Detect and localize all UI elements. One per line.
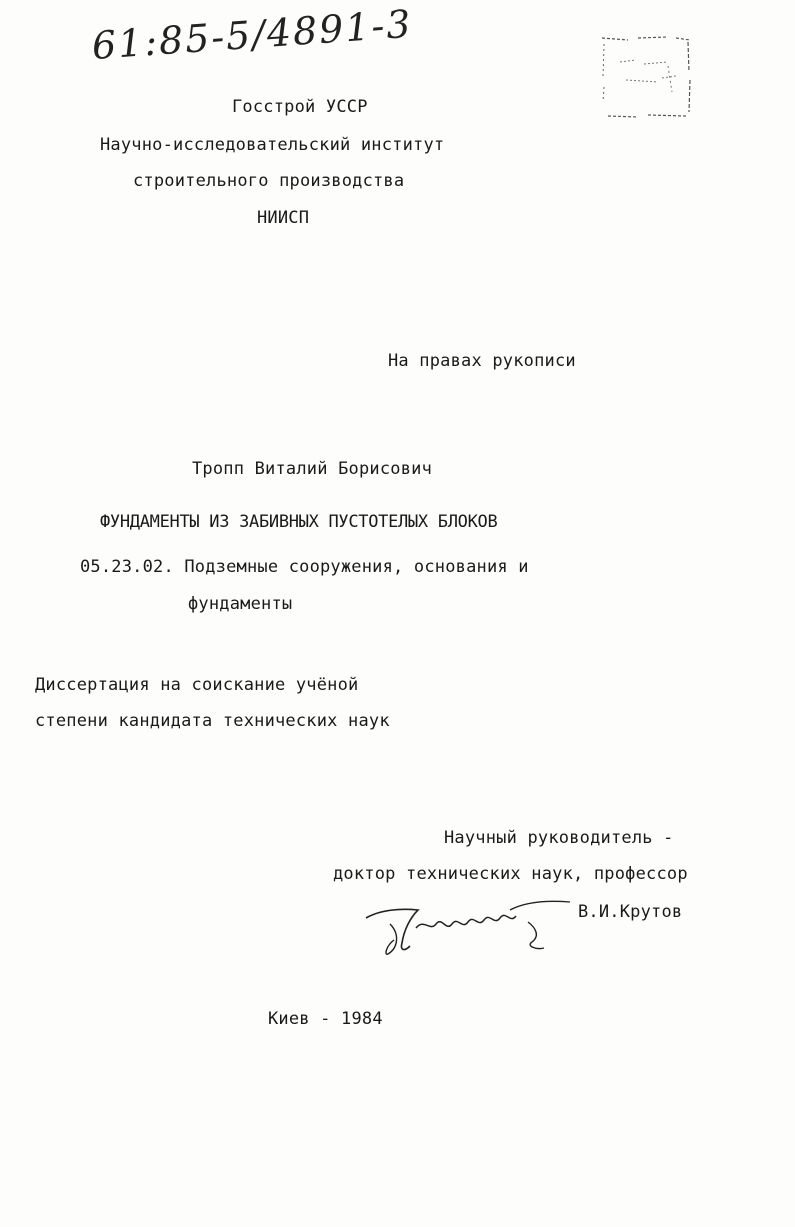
specialty-line2: фундаменты	[188, 594, 293, 614]
dissertation-type-line2: степени кандидата технических наук	[35, 711, 390, 731]
place-and-year: Киев - 1984	[268, 1009, 383, 1029]
institute-name-line1: Научно-исследовательский институт	[100, 135, 445, 155]
supervisor-name: В.И.Крутов	[578, 902, 683, 922]
supervisor-signature	[360, 888, 580, 968]
supervisor-degree: доктор технических наук, профессор	[333, 864, 688, 884]
supervisor-role: Научный руководитель -	[444, 828, 674, 848]
dissertation-type-line1: Диссертация на соискание учёной	[35, 675, 359, 695]
manuscript-note: На правах рукописи	[388, 351, 576, 371]
institute-abbreviation: НИИСП	[257, 208, 310, 228]
dissertation-title: ФУНДАМЕНТЫ ИЗ ЗАБИВНЫХ ПУСТОТЕЛЫХ БЛОКОВ	[100, 512, 498, 532]
author-name: Тропп Виталий Борисович	[192, 459, 433, 479]
ministry-name: Госстрой УССР	[232, 97, 368, 117]
archive-code-handwritten: 61:85-5/4891-3	[90, 1, 414, 68]
library-stamp	[598, 32, 692, 120]
institute-name-line2: строительного производства	[133, 171, 405, 191]
specialty-line1: 05.23.02. Подземные сооружения, основания и	[80, 557, 529, 577]
